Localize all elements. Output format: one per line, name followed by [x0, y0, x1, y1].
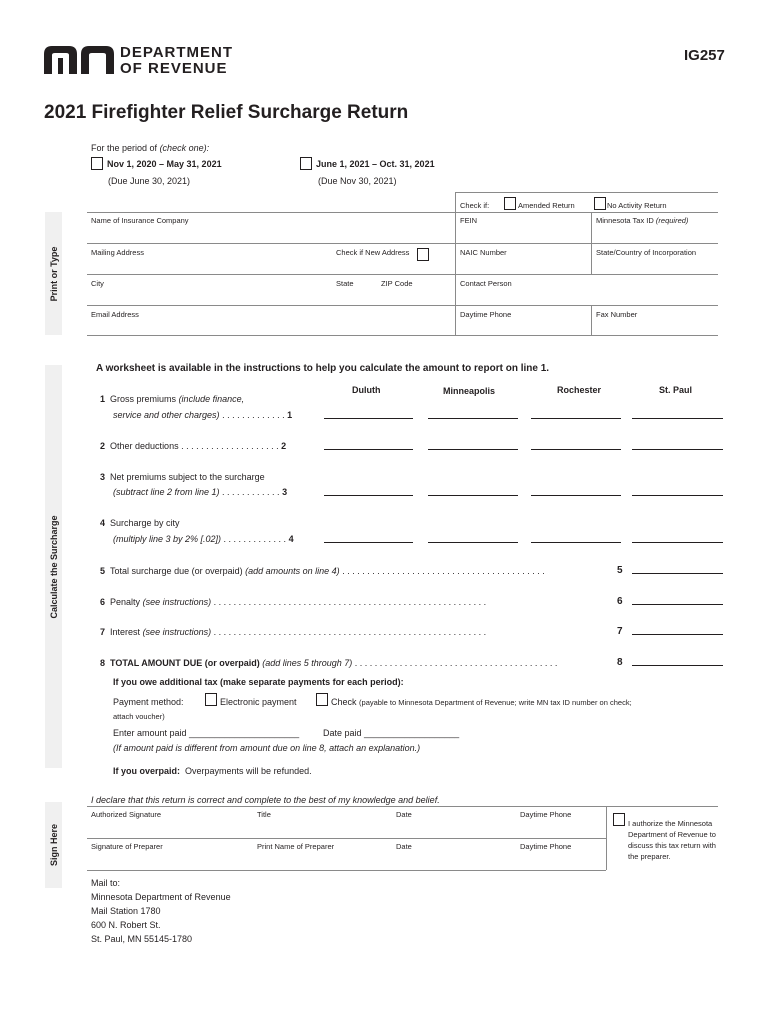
line4-st-paul-input[interactable] [632, 542, 723, 543]
period-option1-due: (Due June 30, 2021) [108, 176, 191, 186]
line6-penalty-input[interactable] [632, 604, 723, 605]
amended-return-checkbox[interactable] [504, 197, 516, 210]
daytime-phone-field[interactable]: Daytime Phone [460, 310, 512, 319]
mail-to-label: Mail to: [91, 878, 121, 888]
overpaid-note: If you overpaid: Overpayments will be refunded. [113, 766, 312, 776]
line1-st-paul-input[interactable] [632, 418, 723, 419]
period-label: For the period of (check one): [91, 143, 210, 153]
line5-number: 5 [617, 565, 623, 576]
preparer-date-field[interactable]: Date [396, 842, 412, 851]
new-address-checkbox[interactable] [417, 248, 429, 261]
sign-here-band: Sign Here [45, 802, 62, 888]
line3-label-cont: (subtract line 2 from line 1) . . . . . . . . . . . . 3 [113, 487, 288, 497]
new-address-label: Check if New Address [336, 248, 410, 257]
dept-line1: DEPARTMENT [120, 44, 234, 61]
period-option2-due: (Due Nov 30, 2021) [318, 176, 397, 186]
col-rochester: Rochester [557, 385, 602, 395]
fein-field[interactable]: FEIN [460, 216, 478, 225]
line2-st-paul-input[interactable] [632, 449, 723, 450]
line5-label: 5 Total surcharge due (or overpaid) (add amounts on line 4) . . . . . . . . . . . . . . . . . . . . . . . . . . . . . . . . . . . . . . . . . [100, 566, 545, 576]
authorized-signature-field[interactable]: Authorized Signature [91, 810, 162, 819]
city-field[interactable]: City [91, 279, 104, 288]
mail-address-line2: Mail Station 1780 [91, 906, 161, 916]
line6-label: 6 Penalty (see instructions) . . . . . . . . . . . . . . . . . . . . . . . . . . . . . . . . . . . . . . . . . . . . . . . . . . . . . . . [100, 597, 487, 607]
line2-duluth-input[interactable] [324, 449, 413, 450]
calculate-band: Calculate the Surcharge [45, 365, 62, 768]
check-payment-note-cont: attach voucher) [113, 712, 165, 721]
no-activity-checkbox[interactable] [594, 197, 606, 210]
contact-person-field[interactable]: Contact Person [460, 279, 512, 288]
line1-rochester-input[interactable] [531, 418, 621, 419]
check-payment-label: Check (payable to Minnesota Department of Revenue; write MN tax ID number on check; [331, 697, 632, 707]
electronic-payment-checkbox[interactable] [205, 693, 217, 706]
line8-label: 8 TOTAL AMOUNT DUE (or overpaid) (add lines 5 through 7) . . . . . . . . . . . . . . . . . . . . . . . . . . . . . . . . . . . . . . . . . [100, 658, 558, 668]
line3-duluth-input[interactable] [324, 495, 413, 496]
line5-total-input[interactable] [632, 573, 723, 574]
line3-minneapolis-input[interactable] [428, 495, 518, 496]
line4-minneapolis-input[interactable] [428, 542, 518, 543]
declaration: I declare that this return is correct and complete to the best of my knowledge and belief. [91, 795, 440, 805]
col-st-paul: St. Paul [659, 385, 693, 395]
line6-number: 6 [617, 596, 623, 607]
mn-tax-id-field[interactable]: Minnesota Tax ID (required) [596, 216, 689, 225]
period-option2-label: June 1, 2021 – Oct. 31, 2021 [316, 159, 435, 169]
preparer-name-field[interactable]: Print Name of Preparer [257, 842, 335, 851]
enter-amount-paid[interactable]: Enter amount paid ______________________ [113, 728, 300, 738]
worksheet-note: A worksheet is available in the instructions to help you calculate the amount to report on line 1. [96, 363, 550, 374]
form-id: IG257 [684, 47, 725, 64]
mail-address-line3: 600 N. Robert St. [91, 920, 161, 930]
mailing-address-field[interactable]: Mailing Address [91, 248, 144, 257]
authorize-line2: Department of Revenue to [628, 830, 716, 839]
naic-field[interactable]: NAIC Number [460, 248, 507, 257]
email-field[interactable]: Email Address [91, 310, 139, 319]
line2-label: 2 Other deductions . . . . . . . . . . . . . . . . . . . . 2 [100, 441, 287, 451]
amount-note: (If amount paid is different from amount due on line 8, attach an explanation.) [113, 743, 421, 753]
authorize-discuss-checkbox[interactable] [613, 813, 625, 826]
line2-minneapolis-input[interactable] [428, 449, 518, 450]
line2-rochester-input[interactable] [531, 449, 621, 450]
check-if-label: Check if: [460, 201, 490, 210]
line1-duluth-input[interactable] [324, 418, 413, 419]
date-paid[interactable]: Date paid ___________________ [323, 728, 460, 738]
page-title: 2021 Firefighter Relief Surcharge Return [44, 102, 409, 123]
line7-interest-input[interactable] [632, 634, 723, 635]
signer-phone-field[interactable]: Daytime Phone [520, 810, 572, 819]
payment-method-label: Payment method: [113, 697, 184, 707]
line4-label: 4 Surcharge by city [100, 518, 180, 528]
mn-logo [44, 46, 114, 74]
line8-total-input[interactable] [632, 665, 723, 666]
authorize-line3: discuss this tax return with [628, 841, 716, 850]
amended-return-label: Amended Return [518, 201, 575, 210]
line4-label-cont: (multiply line 3 by 2% [.02]) . . . . . . . . . . . . . 4 [113, 534, 294, 544]
col-duluth: Duluth [352, 385, 381, 395]
line7-label: 7 Interest (see instructions) . . . . . . . . . . . . . . . . . . . . . . . . . . . . . . . . . . . . . . . . . . . . . . . . . . . . . . . [100, 627, 487, 637]
date-field[interactable]: Date [396, 810, 412, 819]
period-option1-checkbox[interactable] [91, 157, 103, 170]
line3-rochester-input[interactable] [531, 495, 621, 496]
dept-line2: OF REVENUE [120, 60, 228, 77]
line3-st-paul-input[interactable] [632, 495, 723, 496]
fax-field[interactable]: Fax Number [596, 310, 638, 319]
state-country-field[interactable]: State/Country of Incorporation [596, 248, 697, 257]
zip-field[interactable]: ZIP Code [381, 279, 413, 288]
no-activity-label: No Activity Return [607, 201, 667, 210]
line1-label: 1 Gross premiums (include finance, [100, 394, 245, 404]
line4-rochester-input[interactable] [531, 542, 621, 543]
line3-label: 3 Net premiums subject to the surcharge [100, 472, 265, 482]
line4-duluth-input[interactable] [324, 542, 413, 543]
owe-tax-note: If you owe additional tax (make separate payments for each period): [113, 677, 404, 687]
line1-label-cont: service and other charges) . . . . . . . . . . . . . 1 [113, 410, 293, 420]
preparer-signature-field[interactable]: Signature of Preparer [91, 842, 163, 851]
company-name-field[interactable]: Name of Insurance Company [91, 216, 189, 225]
mail-address-line4: St. Paul, MN 55145-1780 [91, 934, 193, 944]
preparer-phone-field[interactable]: Daytime Phone [520, 842, 572, 851]
period-option2-checkbox[interactable] [300, 157, 312, 170]
line7-number: 7 [617, 626, 623, 637]
authorize-line1: I authorize the Minnesota [628, 819, 713, 828]
mail-address-line1: Minnesota Department of Revenue [91, 892, 231, 902]
line8-number: 8 [617, 657, 623, 668]
line1-minneapolis-input[interactable] [428, 418, 518, 419]
print-or-type-band: Print or Type [45, 212, 62, 335]
title-field[interactable]: Title [257, 810, 271, 819]
period-option1-label: Nov 1, 2020 – May 31, 2021 [107, 159, 222, 169]
state-field[interactable]: State [336, 279, 354, 288]
col-minneapolis: Minneapolis [443, 386, 496, 396]
check-payment-checkbox[interactable] [316, 693, 328, 706]
authorize-line4: the preparer. [628, 852, 671, 861]
electronic-payment-label: Electronic payment [220, 697, 297, 707]
